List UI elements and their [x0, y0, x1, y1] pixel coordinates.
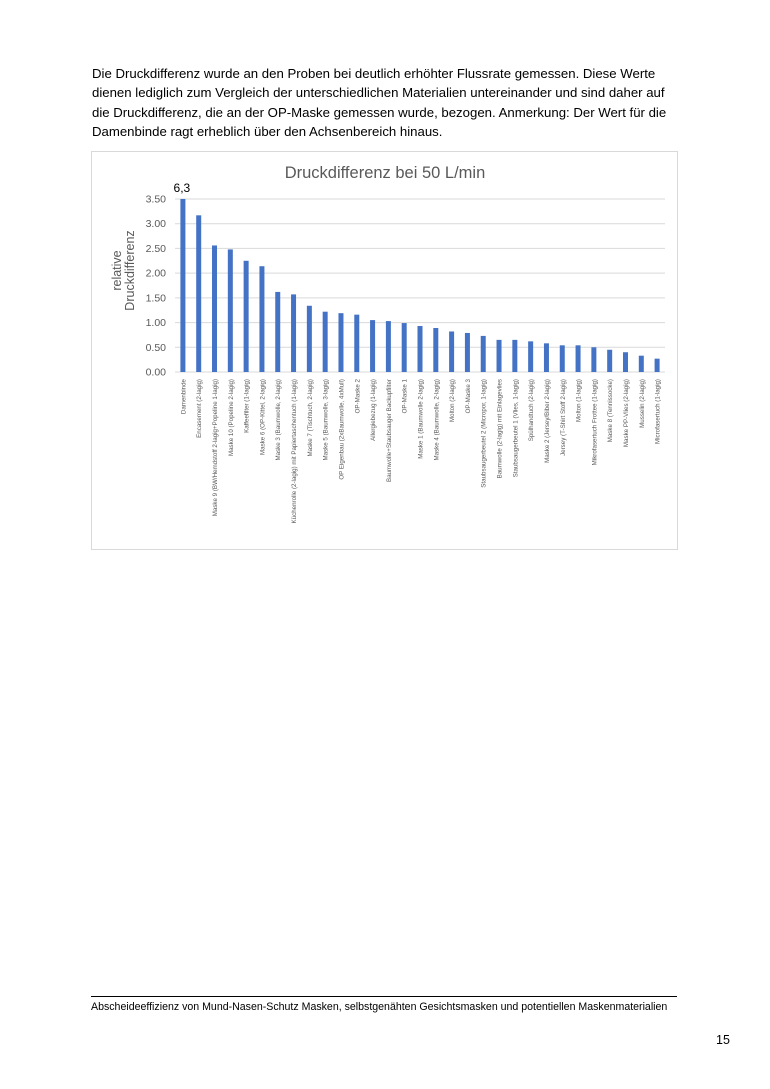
x-tick-label: Mikrofasertuch Frottee (1-lagig) [591, 379, 599, 466]
x-tick-label: Allergiebezug (1-lagig) [370, 379, 378, 441]
bar [180, 199, 185, 372]
bars [180, 199, 659, 372]
x-tick-label: OP-Maske 2 [354, 379, 362, 414]
x-tick-label: Jersey (T-Shirt Stoff 2-lagig) [559, 379, 567, 456]
x-tick-label: Molton (2-lagig) [449, 379, 457, 422]
bar [497, 340, 502, 372]
bar [607, 350, 612, 372]
bar [212, 245, 217, 372]
x-tick-label: Maske 3 (Baumwolle, 2-lagig) [275, 379, 283, 461]
y-tick-label: 3.00 [145, 218, 166, 231]
bar [244, 261, 249, 372]
bar [259, 266, 264, 372]
y-tick-label: 1.50 [145, 292, 166, 305]
x-tick-label: Maske 8 (Tennissocke) [607, 379, 615, 443]
x-tick-label: Maske 4 (Baumwolle, 2-lagig) [433, 379, 441, 461]
bar [639, 356, 644, 372]
x-tick-label: Küchenrolle (2-lagig) mit Papiertaschentuch (1-lagig) [291, 379, 299, 524]
bar [544, 343, 549, 372]
y-tick-label: 1.00 [145, 317, 166, 330]
x-tick-label: Kaffeefilter (1-lagig) [243, 379, 251, 433]
bar [449, 331, 454, 372]
x-tick-label: Damenbinde [180, 379, 188, 415]
y-axis-title-line: Druckdifferenz [123, 230, 137, 311]
bar [338, 313, 343, 372]
y-axis-title-line: relative [110, 250, 124, 291]
y-tick-label: 2.50 [145, 242, 166, 255]
bar [481, 336, 486, 372]
bar [655, 359, 660, 372]
bar [370, 320, 375, 372]
annotations [174, 181, 191, 195]
bar [386, 321, 391, 372]
bar [323, 312, 328, 372]
bar [512, 340, 517, 372]
bar [623, 352, 628, 372]
footer-divider [91, 996, 677, 997]
x-tick-label: Maske 6 (OP-Kittel, 2-lagig) [259, 379, 267, 455]
page-number: 15 [716, 1033, 730, 1047]
chart-container [91, 151, 678, 550]
bar [354, 315, 359, 372]
bar [576, 345, 581, 372]
x-tick-label: Maske PP-Vlies (2-lagig) [622, 379, 630, 448]
x-tick-label: Maske 1 (Baumwolle 2-lagig) [417, 379, 425, 459]
bar [591, 347, 596, 372]
x-tick-label: Maske 2 (Jersey/Biber 2-lagig) [543, 379, 551, 463]
bar [291, 294, 296, 372]
bar [275, 292, 280, 372]
intro-paragraph: Die Druckdifferenz wurde an den Proben bei deutlich erhöhter Flussrate gemessen. Diese Werte dienen lediglich zum Vergleich der unterschiedlichen Materialien untereinander und sind daher auf die Druckdifferenz, die an der OP-Maske gemessen wurde, bezogen. Anmerkung: Der Wert für die Damenbinde ragt erheblich über den Achsenbereich hinaus. [92, 66, 667, 139]
x-tick-label: Baumwolle (2-lagig) mit Einlagevlies [496, 379, 504, 479]
bar [528, 341, 533, 372]
x-tick-label: Maske 7 (Tischtuch, 2-lagig) [306, 379, 314, 457]
x-tick-label: Maske 10 (Popeline 2-lagig) [227, 379, 235, 457]
x-tick-label: Staubsaugerbeutel 2 (Micropor, 1-lagig) [480, 379, 488, 488]
bar [418, 326, 423, 372]
x-tick-label: Molton (1-lagig) [575, 379, 583, 422]
bar [307, 306, 312, 372]
x-tick-label: Microfasertuch (1-lagig) [654, 379, 662, 444]
y-tick-label: 0.00 [145, 366, 166, 379]
bar [402, 323, 407, 372]
x-tick-label: OP-Maske 3 [464, 379, 472, 414]
druckdifferenz-bar-chart [92, 152, 677, 549]
bar [560, 345, 565, 372]
x-tick-label: Staubsaugerbeutel 1 (Vlies, 1-lagig) [512, 379, 520, 478]
x-tick-label: Baumwolle+Staubsauger Backupfilter [385, 379, 393, 483]
x-tick-label: Maske 9 (BW/Hemdstoff 2-lagig+Popeline 1-lagig) [212, 379, 220, 517]
bar [433, 328, 438, 372]
y-tick-label: 3.50 [145, 193, 166, 206]
data-label: 6,3 [173, 181, 191, 195]
bar [465, 333, 470, 372]
x-tick-label: OP Eigenbau (2xBaumwolle, 4xMull) [338, 379, 346, 480]
y-tick-label: 0.50 [145, 341, 166, 354]
x-tick-label: Encasement (2-lagig) [196, 379, 204, 438]
bar [228, 249, 233, 372]
y-tick-label: 2.00 [145, 267, 166, 280]
y-axis-title [110, 230, 137, 310]
chart-title: Druckdifferenz bei 50 L/min [284, 164, 486, 182]
x-tick-label: Musselin (2-lagig) [638, 379, 646, 428]
y-axis-tick-labels [146, 194, 167, 379]
x-tick-label: Spülhandtuch (2-lagig) [528, 379, 536, 442]
x-tick-label: OP-Maske 1 [401, 379, 409, 414]
x-axis-category-labels [180, 378, 661, 523]
bar [196, 215, 201, 372]
footer-text: Abscheideeffizienz von Mund-Nasen-Schutz Masken, selbstgenähten Gesichtsmasken und potentiellen Maskenmaterialien [91, 1001, 668, 1013]
x-tick-label: Maske 5 (Baumwolle, 3-lagig) [322, 379, 330, 461]
